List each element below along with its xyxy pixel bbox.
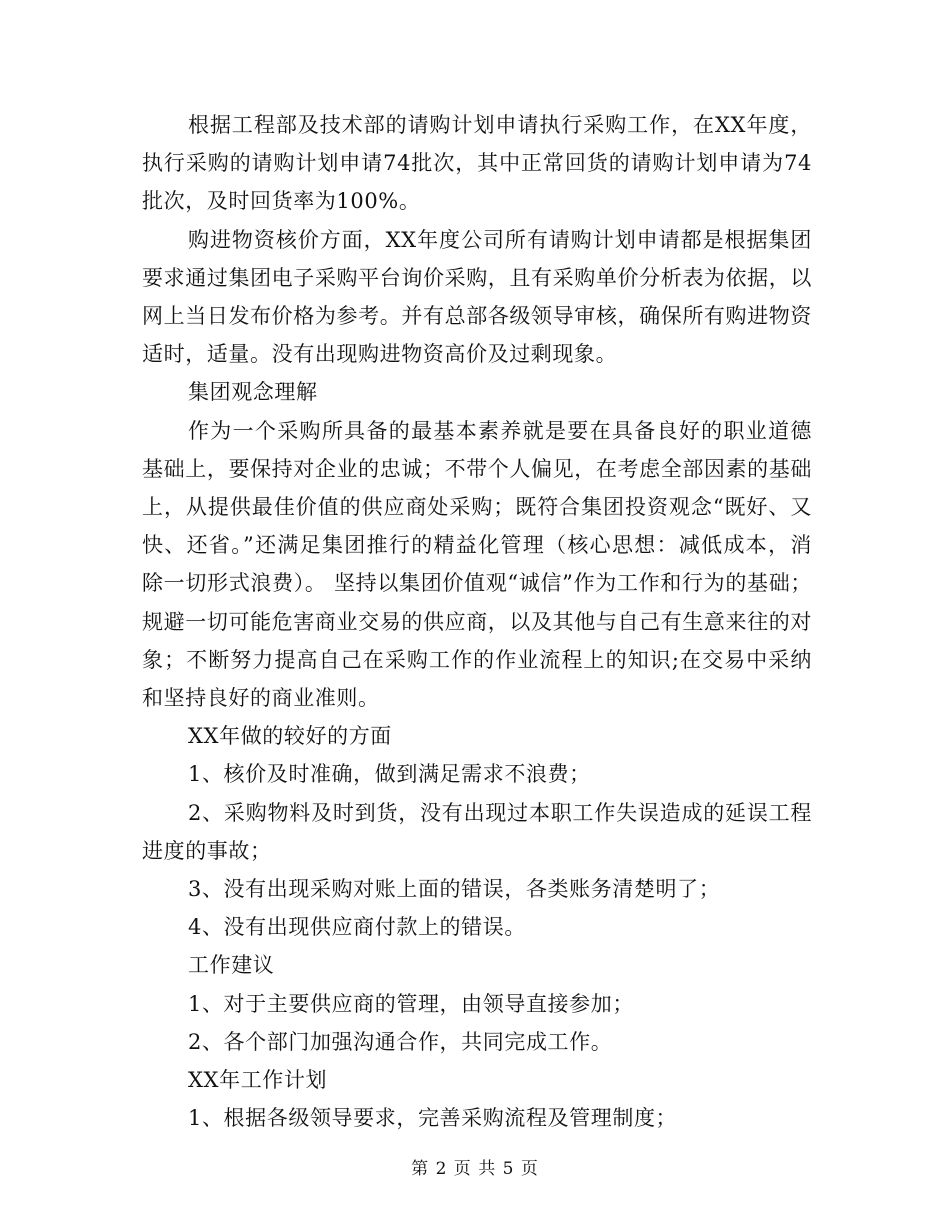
paragraph-group-concept: 作为一个采购所具备的最基本素养就是要在具备良好的职业道德基础上，要保持对企业的忠诚；不带个人偏见，在考虑全部因素的基础上，从提供最佳价值的供应商处采购；既符合集团投资观念“既好、又快、还省。”还满足集团推行的精益化管理（核心思想：减低成本，消除一切形式浪费）。 坚持以集团价值观“诚信”作为工作和行为的基础；规避一切可能危害商业交易的供应商，以及其他与自己有生意来往的对象；不断努力提高自己在采购工作的作业流程上的知识;在交易中采纳和坚持良好的商业准则。 — [142, 418, 812, 711]
list-item-achievement-2: 2、采购物料及时到货，没有出现过本职工作失误造成的延误工程进度的事故； — [142, 800, 812, 863]
list-item-achievement-3: 3、没有出现采购对账上面的错误，各类账务清楚明了； — [188, 877, 721, 902]
paragraph-price-verification: 购进物资核价方面，XX年度公司所有请购计划申请都是根据集团要求通过集团电子采购平台询价采购，且有采购单价分析表为依据，以网上当日发布价格为参考。并有总部各级领导审核，确保所有购进物资适时，适量。没有出现购进物资高价及过剩现象。 — [142, 227, 812, 367]
page-footer — [0, 1154, 950, 1179]
heading-achievements: XX年做的较好的方面 — [188, 724, 392, 749]
heading-suggestions: 工作建议 — [188, 953, 275, 978]
list-item-achievement-4: 4、没有出现供应商付款上的错误。 — [188, 915, 526, 940]
list-item-achievement-1: 1、核价及时准确，做到满足需求不浪费； — [188, 762, 591, 787]
document-body — [142, 106, 812, 1137]
page-number-label: 第 2 页 共 5 页 — [411, 1159, 539, 1179]
list-item-plan-1: 1、根据各级领导要求，完善采购流程及管理制度； — [188, 1106, 678, 1131]
list-item-suggestion-2: 2、各个部门加强沟通合作，共同完成工作。 — [188, 1029, 613, 1054]
paragraph-procurement-execution: 根据工程部及技术部的请购计划申请执行采购工作，在XX年度，执行采购的请购计划申请74批次，其中正常回货的请购计划申请为74批次，及时回货率为100%。 — [142, 113, 812, 214]
heading-work-plan: XX年工作计划 — [188, 1068, 328, 1093]
list-item-suggestion-1: 1、对于主要供应商的管理，由领导直接参加； — [188, 991, 634, 1016]
heading-group-concept: 集团观念理解 — [188, 380, 318, 405]
